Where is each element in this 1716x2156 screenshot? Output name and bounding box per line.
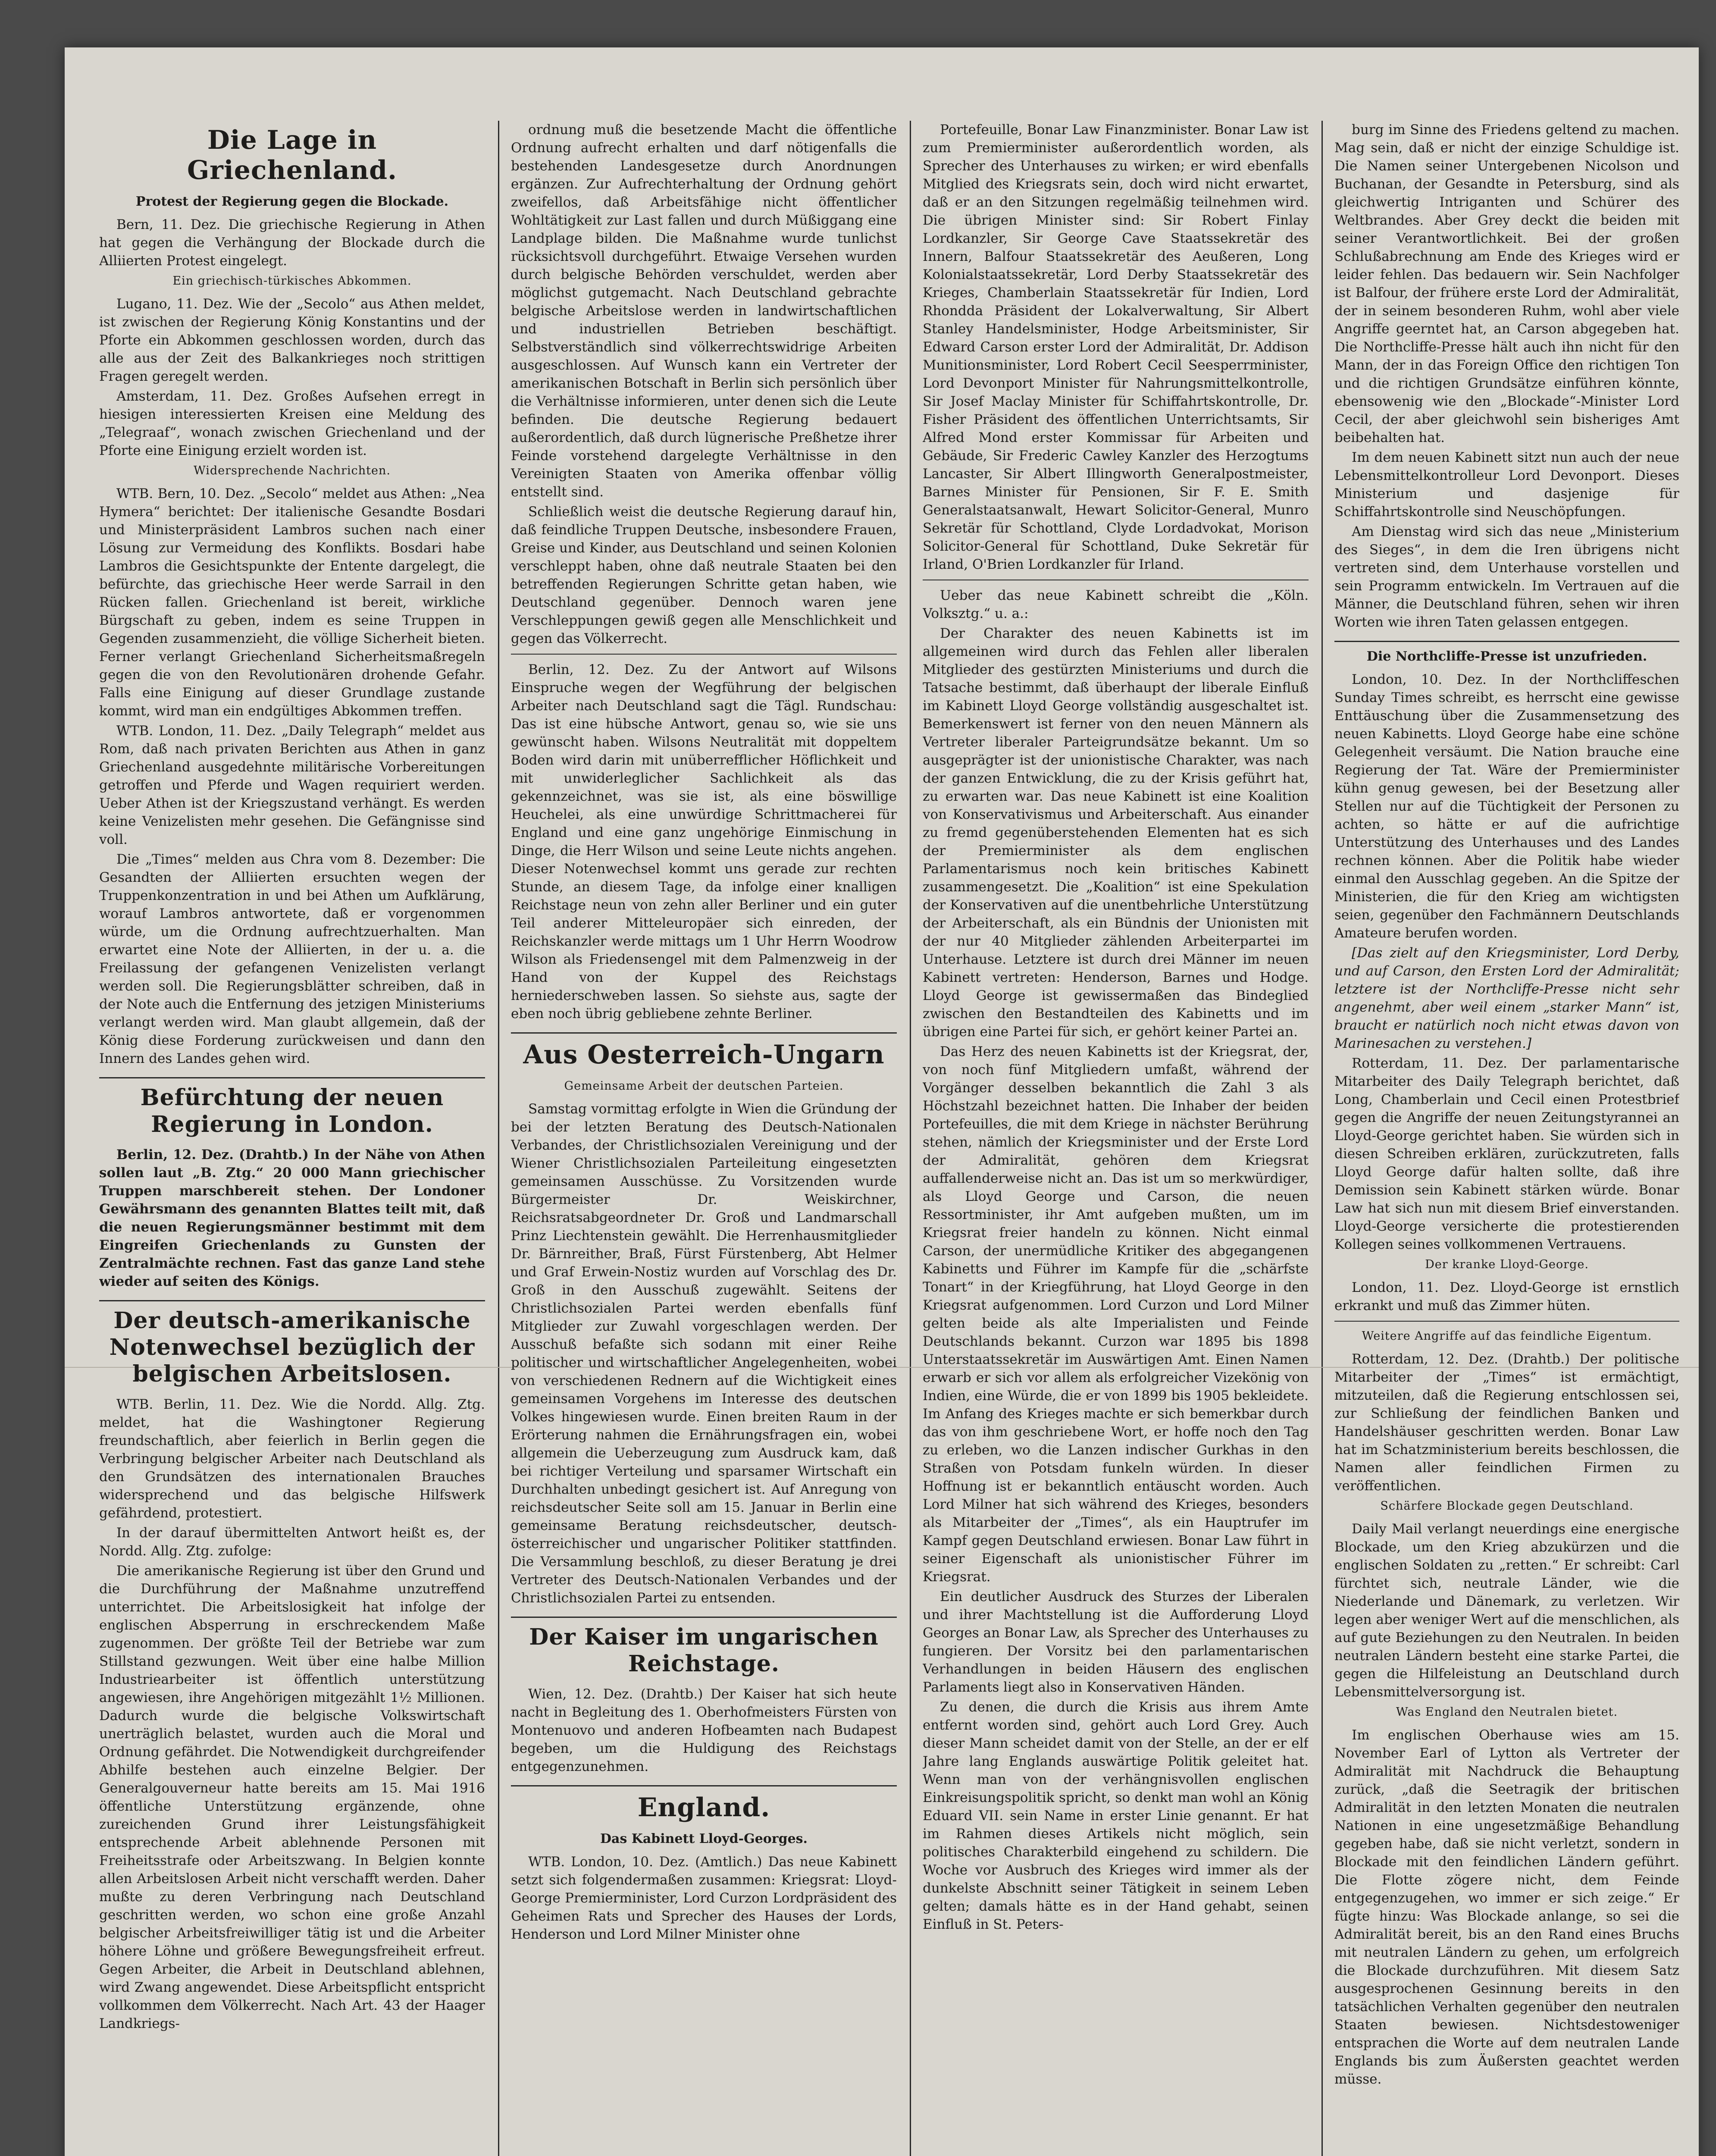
article-paragraph: Daily Mail verlangt neuerdings eine energische Blockade, um den Krieg abzukürzen und die englischen Soldaten zu „retten.“ Er schreibt: Carl fürchtet sich, neutrale Länder, wie die Niederlande und Dänemark, zu verletzen. Wir legen aber weniger Wert auf die menschlichen, als auf gute Beziehungen zu den Neutralen. In beiden neutralen Ländern besteht eine starke Partei, die gegen die Hilfeleistung an Deutschland durch Lebensmittelversorgung ist. [1334,1521,1679,1700]
headline-austria-hungary: Aus Oesterreich-Ungarn [523,1040,885,1070]
subheadline: Protest der Regierung gegen die Blockade. [135,194,449,209]
article-paragraph: Ueber das neue Kabinett schreibt die „Köln. Volksztg.“ u. a.: [923,588,1309,621]
headline-emperor: Der Kaiser im ungarischen Reichstage. [529,1624,879,1677]
section-divider [511,1785,897,1786]
article-paragraph: Samstag vormittag erfolgte in Wien die Gründung der bei der letzten Beratung des Deutsch-Nationalen Verbandes, der Christlichsozialen Vereinigung und der Wiener Christlichsozialen Parteileitung eingesetzten gemeinsamen Ausschüsse. Zu Vorsitzenden wurde Bürgermeister Dr. Weiskirchner, Reichsratsabgeordneter Dr. Groß und Landmarschall Prinz Liechtenstein gewählt. Die Herrenhausmitglieder Dr. Bärnreither, Braß, Fürst Fürstenberg, Abt Helmer und Graf Erwein-Nostiz wurden auf Vorschlag des Dr. Groß in den Ausschuß zugewählt. Seitens der Christlichsozialen Partei werden ebenfalls fünf Mitglieder zur Zuwahl vorgeschlagen werden. Der Ausschuß befaßte sich sodann mit einer Reihe politischer und wirtschaftlicher Angelegenheiten, wobei von verschiedenen Rednern auf die Wichtigkeit eines gemeinsamen Vorgehens im Interesse des deutschen Volkes hingewiesen wurde. Einen breiten Raum in der Erörterung nahmen die Ernährungsfragen ein, wobei allgemein die Ueberzeugung zum Ausdruck kam, daß bei richtiger Verteilung und sparsamer Wirtschaft ein Durchhalten unbedingt gesichert ist. Auf Anregung von reichsdeutscher Seite soll am 15. Januar in Berlin eine gemeinsame Beratung reichsdeutscher, deutsch-österreichischer und ungarischer Politiker stattfinden. Die Versammlung beschloß, zu dieser Beratung je drei Vertreter des Deutsch-Nationalen Verbandes und der Christlichsozialen Partei zu entsenden. [511,1101,897,1606]
column-3 [923,121,1309,2156]
section-divider [511,1617,897,1618]
article-paragraph: Zu denen, die durch die Krisis aus ihrem Amte entfernt worden sind, gehört auch Lord Grey. Auch dieser Mann scheidet damit von der Stelle, an der er elf Jahre lang Englands auswärtige Politik geleitet hat. Wenn man von der verhängnisvollen englischen Einkreisungspolitik spricht, so denkt man wohl an König Eduard VII. sein Name in erster Linie genannt. Er hat im Rahmen dieses Artikels nicht möglich, sein politisches Charakterbild eingehend zu schildern. Die Woche vor Ausbruch des Krieges wird immer als der dunkelste Abschnitt seiner Tätigkeit in seinem Leben gelten; damals hätte es in der Hand gehabt, seinen Einfluß in St. Peters- [923,1699,1309,1932]
section-divider [511,654,897,655]
subheadline: Schärfere Blockade gegen Deutschland. [1380,1499,1634,1513]
subheadline: Widersprechende Nachrichten. [194,464,391,477]
article-paragraph: Am Dienstag wird sich das neue „Ministerium des Sieges“, in dem die Iren übrigens nicht vertreten sind, dem Unterhause vorstellen und sein Programm entwickeln. Im Vertrauen auf die Männer, die Deutschland führen, sehen wir ihren Worten wie ihren Taten gelassen entgegen. [1334,524,1679,630]
article-paragraph: Amsterdam, 11. Dez. Großes Aufsehen erregt in hiesigen interessierten Kreisen eine Meldung des „Telegraaf“, wonach zwischen Griechenland und der Pforte eine Einigung erzielt worden ist. [99,389,485,458]
section-divider [1334,1321,1679,1322]
article-paragraph: London, 10. Dez. In der Northcliffeschen Sunday Times schreibt, es herrscht eine gewisse Enttäuschung über die Zusammensetzung des neuen Kabinetts. Lloyd George habe eine schöne Gelegenheit versäumt. Die Nation brauche eine Regierung der Tat. Wäre der Premierminister kühn genug gewesen, bei der Besetzung aller Stellen nur auf die Tüchtigkeit der Personen zu achten, so hätte er auf die aufrichtige Unterstützung des Unterhauses und des Landes rechnen können. Aber die Politik habe wieder einmal den Ausschlag gegeben. An die Spitze der Ministerien, die für den Krieg am wichtigsten seien, gegenüber den Fachmännern Deutschlands Amateure berufen worden. [1334,672,1679,941]
subheadline: Weitere Angriffe auf das feindliche Eigentum. [1362,1329,1652,1343]
section-divider [511,1032,897,1034]
article-paragraph: Rotterdam, 12. Dez. (Drahtb.) Der politische Mitarbeiter der „Times“ ist ermächtigt, mitzuteilen, daß die Regierung entschlossen sei, zur Schließung der feindlichen Banken und Handelshäuser geschritten werden. Bonar Law hat im Schatzministerium bereits beschlossen, die Namen aller feindlichen Firmen zu veröffentlichen. [1334,1351,1679,1494]
subheadline: Die Northcliffe-Presse ist unzufrieden. [1366,649,1647,664]
article-paragraph: Die „Times“ melden aus Chra vom 8. Dezember: Die Gesandten der Alliierten ersuchten wegen der Truppenkonzentration in und bei Athen um Aufklärung, worauf Lambros antwortete, daß er vorgenommen würde, um die Ordnung aufrechtzuerhalten. Man erwartet eine Note der Alliierten, in der u. a. die Freilassung der gefangenen Venizelisten verlangt werden soll. Die Regierungsblätter schreiben, daß in der Note auch die Entfernung des jetzigen Ministeriums verlangt werden wird. Man glaubt allgemein, daß der König diese Forderung zurückweisen und dann den Innern des Landes gehen wird. [99,852,485,1066]
subheadline: Was England den Neutralen bietet. [1396,1705,1618,1719]
section-divider [99,1300,485,1301]
newspaper-page [65,47,1699,2156]
article-paragraph: Schließlich weist die deutsche Regierung darauf hin, daß feindliche Truppen Deutsche, insbesondere Frauen, Greise und Kinder, aus Deutschland und seinen Kolonien verschleppt haben, ohne daß neutrale Staaten bei den betreffenden Regierungen Schritte getan haben, wie Deutschland gegenüber. Dennoch waren jene Verschleppungen gewiß gegen alle Menschlichkeit und gegen das Völkerrecht. [511,504,897,646]
column-rule [910,121,911,2156]
article-paragraph: WTB. Bern, 10. Dez. „Secolo“ meldet aus Athen: „Nea Hymera“ berichtet: Der italienische Gesandte Bosdari und Ministerpräsident Lambros suchen nach einer Lösung zur Vermeidung des Konflikts. Bosdari habe Lambros die Gesichtspunkte der Entente dargelegt, die befürchte, das griechische Heer werde Sarrail in den Rücken fallen. Griechenland ist bereit, wirkliche Bürgschaft zu geben, indem es seine Truppen in Gegenden zusammenzieht, die völlige Sicherheit bieten. Ferner verlangt Griechenland Sicherheitsmaßregeln gegen die von den Revolutionären drohende Gefahr. Falls eine Einigung auf dieser Grundlage zustande kommt, wird man ein endgültiges Abkommen treffen. [99,486,485,719]
subheadline: Gemeinsame Arbeit der deutschen Parteien. [564,1079,844,1093]
article-paragraph: Der Charakter des neuen Kabinetts ist im allgemeinen wird durch das Fehlen aller liberalen Mitglieder des gestürzten Ministeriums und durch die Tatsache bestimmt, daß überhaupt der liberale Einfluß im Kabinett Lloyd George vollständig ausgeschaltet ist. Bemerkenswert ist ferner von den neuen Männern als Vertreter liberaler Parteigrundsätze bekannt. Um so ausgeprägter ist der unionistische Charakter, was nach der ganzen Entwicklung, die zu der Krisis geführt hat, zu erwarten war. Das neue Kabinett ist eine Koalition von Konservativismus und Arbeiterschaft. Aus einander zu fremd gegenüberstehenden Elementen hat es sich der Premierminister als dem englischen Parlamentarismus noch kein britisches Kabinett zusammengesetzt. Die „Koalition“ ist eine Spekulation der Konservativen auf die unentbehrliche Unterstützung der Arbeiterschaft, als ein Bündnis der Unionisten mit der nur 40 Mitglieder zählenden Arbeiterpartei im Unterhause. Letztere ist durch drei Männer im neuen Kabinett vertreten: Henderson, Barnes und Hodge. Lloyd George ist gewissermaßen das Bindeglied zwischen den Bestandteilen des Kabinetts und im übrigen eine Partei für sich, er gehört keiner Partei an. [923,626,1309,1040]
article-paragraph: Rotterdam, 11. Dez. Der parlamentarische Mitarbeiter des Daily Telegraph berichtet, daß Long, Chamberlain und Cecil einen Protestbrief gegen die Angriffe der neuen Zeitungstyrannei an Lloyd-George gerichtet haben. Sie würden sich in diesen Schreiben erklären, zurückzutreten, falls Lloyd George dafür halten sollte, daß ihre Demission sein Kabinett stärken würde. Bonar Law hat sich nun mit diesem Brief einverstanden. Lloyd-George versicherte die protestierenden Kollegen seines vollkommenen Vertrauens. [1334,1056,1679,1252]
column-2 [511,121,897,2156]
headline-england: England. [637,1792,770,1823]
article-paragraph: ordnung muß die besetzende Macht die öffentliche Ordnung aufrecht erhalten und darf nötigenfalls die bestehenden Landesgesetze durch Anordnungen ergänzen. Zur Aufrechterhaltung der Ordnung gehört zweifellos, daß Arbeitsfähige nicht öffentlicher Wohltätigkeit zur Last fallen und durch Müßiggang eine Landplage bilden. Die Maßnahme wurde tunlichst rücksichtsvoll durchgeführt. Etwaige Versehen wurden durch belgische Behörden verschuldet, werden aber möglichst gutgemacht. Nach Deutschland gebrachte belgische Arbeitslose werden in landwirtschaftlichen und industriellen Betrieben beschäftigt. Selbstverständlich sind völkerrechtswidrige Arbeiten ausgeschlossen. Auf Wunsch kann ein Vertreter der amerikanischen Botschaft in Berlin sich persönlich über die Verhältnisse informieren, unter denen sich die Leute befinden. Die deutsche Regierung bedauert außerordentlich, daß durch lügnerische Preßhetze ihrer Feinde vorstehend dargelegte Verhältnisse in den Vereinigten Staaten von Amerika offenbar völlig entstellt sind. [511,122,897,500]
article-paragraph: Berlin, 12. Dez. (Drahtb.) In der Nähe von Athen sollen laut „B. Ztg.“ 20 000 Mann griechischer Truppen marschbereit stehen. Der Londoner Gewährsmann des genannten Blattes teilt mit, daß die neuen Regierungsmänner bestimmt mit dem Eingreifen Griechenlands zu Gunsten der Zentralmächte rechnen. Fast das ganze Land stehe wieder auf seiten des Königs. [99,1147,485,1289]
column-1 [99,121,485,2156]
article-paragraph: WTB. London, 10. Dez. (Amtlich.) Das neue Kabinett setzt sich folgendermaßen zusammen: Kriegsrat: Lloyd-George Premierminister, Lord Curzon Lordpräsident des Geheimen Rats und Sprecher des Hauses der Lords, Henderson und Lord Milner Minister ohne [511,1854,897,1942]
column-rule [1321,121,1323,2156]
article-paragraph: Ein deutlicher Ausdruck des Sturzes der Liberalen und ihrer Machtstellung ist die Aufforderung Lloyd Georges an Bonar Law, als Sprecher des Unterhauses zu fungieren. Der Vorsitz bei den parlamentarischen Verhandlungen in beiden Häusern des englischen Parlaments liegt also in Konservativen Händen. [923,1589,1309,1695]
article-paragraph: Portefeuille, Bonar Law Finanzminister. Bonar Law ist zum Premierminister außerordentlich worden, als Sprecher des Unterhauses zu wirken; er wird ebenfalls Mitglied des Kriegsrats sein, doch wird nicht erwartet, daß er an den Sitzungen regelmäßig teilnehmen wird. Die übrigen Minister sind: Sir Robert Finlay Lordkanzler, Sir George Cave Staatssekretär des Innern, Balfour Staatssekretär des Aeußeren, Long Kolonialstaatssekretär, Lord Derby Staatssekretär des Krieges, Chamberlain Staatssekretär für Indien, Lord Rhondda Präsident der Lokalverwaltung, Sir Albert Stanley Handelsminister, Hodge Arbeitsminister, Sir Edward Carson erster Lord der Admiralität, Dr. Addison Munitionsminister, Lord Robert Cecil Seesperrminister, Lord Devonport Minister für Nahrungsmittelkontrolle, Sir Josef Maclay Minister für Schiffahrtskontrolle, Dr. Fisher Präsident des öffentlichen Unterrichtsamts, Sir Alfred Mond erster Kommissar für Arbeiten und Gebäude, Sir Frederic Cawley Kanzler des Herzogtums Lancaster, Sir Albert Illingworth Generalpostmeister, Barnes Minister für Pensionen, Sir F. E. Smith Generalstaatsanwalt, Hewart Solicitor-General, Munro Sekretär für Schottland, Clyde Lordadvokat, Morison Solicitor-General für Schottland, Duke Sekretär für Irland, O'Brien Lordkanzler für Irland. [923,122,1309,572]
headline-note-exchange: Der deutsch-amerikanische Notenwechsel bezüglich der belgischen Arbeitslosen. [109,1307,475,1387]
section-divider [1334,641,1679,642]
article-paragraph: Im dem neuen Kabinett sitzt nun auch der neue Lebensmittelkontrolleur Lord Devonport. Dieses Ministerium und dasjenige für Schiffahrtskontrolle sind Neuschöpfungen. [1334,450,1679,520]
subheadline: Der kranke Lloyd-George. [1425,1258,1589,1271]
article-paragraph: Berlin, 12. Dez. Zu der Antwort auf Wilsons Einspruche wegen der Wegführung der belgischen Arbeiter nach Deutschland sagt die Tägl. Rundschau: Das ist eine hübsche Antwort, genau so, wie sie uns gewünscht haben. Wilsons Neutralität mit doppeltem Boden wird darin mit unüberrefflicher Höflichkeit und mit unwiderleglicher Sachlichkeit als das gekennzeichnet, was sie ist, als eine böswillige Heuchelei, als eine unwürdige Schrittmacherei für England und eine ganz ungehörige Einmischung in Dinge, die Herr Wilson und seine Leute nichts angehen. Dieser Notenwechsel kommt uns gerade zur rechten Stunde, an diesem Tage, da infolge einer knalligen Reichstage neun von zehn aller Berliner und ein guter Teil anderer Mitteleuropäer sich einreden, der Reichskanzler werde mittags um 1 Uhr Herrn Woodrow Wilson als Friedensengel mit dem Palmenzweig in der Hand von der Kuppel des Reichstags herniederschweben lassen. So siehste aus, sagte der eben noch übrig gebliebene zehnte Berliner. [511,662,897,1022]
subheadline: Das Kabinett Lloyd-Georges. [600,1831,808,1846]
article-paragraph: WTB. Berlin, 11. Dez. Wie die Nordd. Allg. Ztg. meldet, hat die Washingtoner Regierung freundschaftlich, aber feierlich in Berlin gegen die Verbringung belgischer Arbeiter nach Deutschland als den Grundsätzen des internationalen Brauches widersprechend und das belgische Hilfswerk gefährdend, protestiert. [99,1397,485,1521]
article-paragraph: burg im Sinne des Friedens geltend zu machen. Mag sein, daß er nicht der einzige Schuldige ist. Die Namen seiner Untergebenen Nicolson und Buchanan, der Gesandte in Petersburg, sind als gleichwertig Intriganten und Schürer des Weltbrandes. Aber Grey deckt die beiden mit seiner Verantwortlichkeit. Bei der großen Schlußabrechnung am Ende des Krieges wird er leider fehlen. Das bedauern wir. Sein Nachfolger ist Balfour, der frühere erste Lord der Admiralität, der in seinem besonderen Ruhm, wohl aber viele Angriffe geerntet hat, an Carson abgegeben hat. Die Northcliffe-Presse hält auch ihn nicht für den Mann, der in das Foreign Office den richtigen Ton und die richtigen Grundsätze einführen könnte, ebensowenig wie den „Blockade“-Minister Lord Cecil, der aber gleichwohl sein bisheriges Amt beibehalten hat. [1334,122,1679,445]
article-paragraph: London, 11. Dez. Lloyd-George ist ernstlich erkrankt und muß das Zimmer hüten. [1334,1280,1679,1313]
headline-london-fear: Befürchtung der neuen Regierung in London. [140,1084,444,1138]
column-4 [1334,121,1679,2156]
article-paragraph: Bern, 11. Dez. Die griechische Regierung in Athen hat gegen die Verhängung der Blockade durch die Alliierten Protest eingelegt. [99,217,485,269]
article-paragraph: Im englischen Oberhause wies am 15. November Earl of Lytton als Vertreter der Admiralität mit Nachdruck die Behauptung zurück, „daß die Seetragik der britischen Admiralität in den letzten Monaten die neutralen Nationen in eine ungesetzmäßige Behandlung gegeben habe, daß sie nicht verletzt, sondern in Blockade mit den feindlichen Ländern geführt. Die Flotte zögere nicht, dem Feinde entgegenzugehen, wo immer er sich zeige.“ Er fügte hinzu: Was Blockade anlange, so sei die Admiralität bereit, bis an den Rand eines Bruchs mit neutralen Ländern zu gehen, um erfolgreich die Blockade durchzuführen. Mit diesem Satz ausgesprochenen Gesinnung bereits in den tatsächlichen Verhalten gegenüber den neutralen Staaten bewiesen. Nichtsdestoweniger entsprachen die Worte auf dem neutralen Lande Englands bis zum Äußersten geachtet werden müsse. [1334,1727,1679,2087]
article-paragraph: WTB. London, 11. Dez. „Daily Telegraph“ meldet aus Rom, daß nach privaten Berichten aus Athen in ganz Griechenland ausgedehnte militärische Vorbereitungen getroffen und Pferde und Wagen requiriert werden. Ueber Athen ist der Kriegszustand verhängt. Es werden keine Venizelisten mehr gesehen. Die Gefängnisse sind voll. [99,723,485,847]
article-paragraph: Das Herz des neuen Kabinetts ist der Kriegsrat, der, von noch fünf Mitgliedern umfaßt, während der Vorgänger desselben bekanntlich die Zahl 3 als Höchstzahl bezeichnet hatten. Die Inhaber der beiden Portefeuilles, die mit dem Kriege in nächster Berührung stehen, nämlich der Kriegsminister und der Erste Lord der Admiralität, gehören dem Kriegsrat auffallenderweise nicht an. Das ist um so merkwürdiger, als Lloyd George und Carson, die neuen Ressortminister, ihr Amt aufgeben mußten, um im Kriegsrat freier handeln zu können. Nicht einmal Carson, der unermüdliche Kritiker des abgegangenen Kabinetts und Führer im Kampfe für die „schärfste Tonart“ in der Kriegführung, hat Lloyd George in den Kriegsrat aufgenommen. Lord Curzon und Lord Milner gelten beide als alte Imperialisten und Feinde Deutschlands bekannt. Curzon war 1895 bis 1898 Unterstaatssekretär im Auswärtigen Amt. Einen Namen erwarb er sich vor allem als erfolgreicher Vizekönig von Indien, eine Würde, die er von 1899 bis 1905 bekleidete. Im Anfang des Krieges machte er sich bemerkbar durch das von ihm geschriebene Wort, er hoffe noch den Tag zu erleben, wo die Lanzen indischer Gurkhas in den Straßen von Potsdam funkeln würden. In dieser Hoffnung ist er bekanntlich entäuscht worden. Auch Lord Milner hat sich während des Krieges, besonders als Mitarbeiter der „Times“, als ein Hauptrufer im Kampf gegen Deutschland erwiesen. Bonar Law führt in seiner Eigenschaft als unionistischer Führer im Kriegsrat. [923,1044,1309,1585]
column-rule [498,121,499,2156]
article-paragraph: In der darauf übermittelten Antwort heißt es, der Nordd. Allg. Ztg. zufolge: [99,1525,485,1559]
article-paragraph: Wien, 12. Dez. (Drahtb.) Der Kaiser hat sich heute nacht in Begleitung des 1. Oberhofmeisters Fürsten von Montenuovo und anderen Hofbeamten nach Budapest begeben, um die Huldigung des Reichstags entgegenzunehmen. [511,1686,897,1774]
headline-greece: Die Lage in Griechenland. [187,125,397,185]
section-divider [99,1077,485,1078]
subheadline: Ein griechisch-türkisches Abkommen. [172,274,412,288]
article-paragraph: [Das zielt auf den Kriegsminister, Lord Derby, und auf Carson, den Ersten Lord der Admiralität; letztere ist der Northcliffe-Presse nicht sehr angenehmt, aber weil einem „starker Mann“ ist, braucht er natürlich noch nicht etwas davon von Marinesachen zu verstehen.] [1334,945,1679,1051]
article-paragraph: Die amerikanische Regierung ist über den Grund und die Durchführung der Maßnahme unzutreffend unterrichtet. Die Arbeitslosigkeit hat infolge der englischen Absperrung in erschreckendem Maße zugenommen. Der größte Teil der Betriebe war zum Stillstand gezwungen. Weit über eine halbe Million Industriearbeiter ist öffentlich unterstützung angewiesen, ihre Angehörigen mitgezählt 1½ Millionen. Dadurch wurde die belgische Volkswirtschaft unerträglich belastet, wurden auch die Moral und Ordnung gefährdet. Die Notwendigkeit durchgreifender Abhilfe bestehen auch einzelne Belgier. Der Generalgouverneur hatte bereits am 15. Mai 1916 öffentliche Unterstützung ergänzende, ohne zureichenden Grund ihrer Leistungsfähigkeit entsprechende Arbeit ablehnende Personen mit Freiheitsstrafe oder Arbeitszwang. In Belgien konnte allen Arbeitslosen Arbeit nicht verschafft werden. Daher mußte zu deren Verbringung nach Deutschland geschritten werden, wo schon eine große Anzahl belgischer Arbeitsfreiwilliger tätig ist und die Arbeiter höhere Löhne und größere Bewegungsfreiheit erfreut. Gegen Arbeiter, die Arbeit in Deutschland ablehnen, wird Zwang angewendet. Diese Arbeitspflicht entspricht vollkommen dem Völkerrecht. Nach Art. 43 der Haager Landkriegs- [99,1563,485,2031]
article-paragraph: Lugano, 11. Dez. Wie der „Secolo“ aus Athen meldet, ist zwischen der Regierung König Konstantins und der Pforte ein Abkommen geschlossen worden, durch das alle aus der Zeit des Balkankrieges noch strittigen Fragen geregelt werden. [99,296,485,384]
